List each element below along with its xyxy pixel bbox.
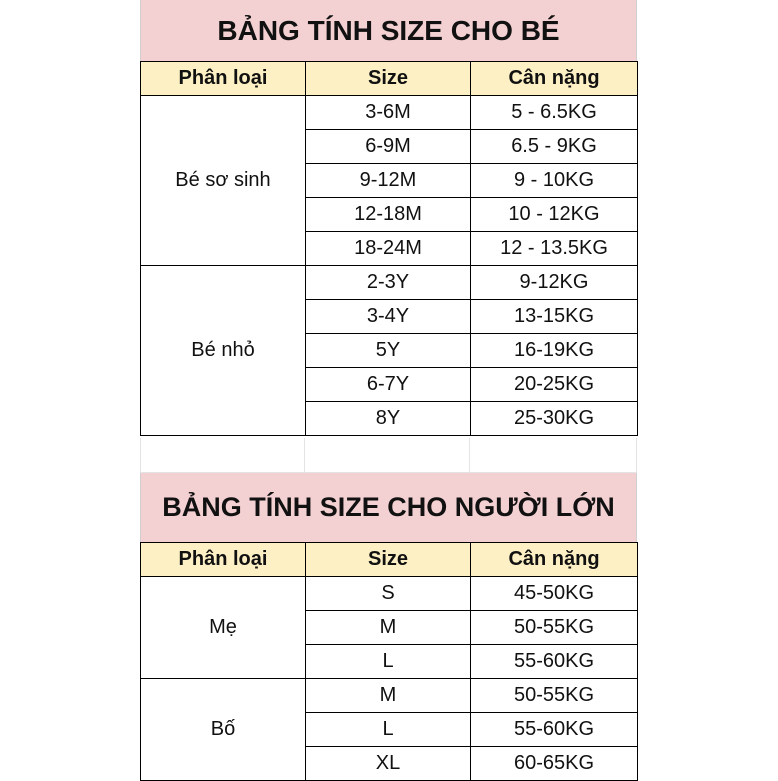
- weight-cell: 55-60KG: [471, 645, 638, 679]
- empty-cell: [305, 438, 470, 473]
- adults-size-title: BẢNG TÍNH SIZE CHO NGƯỜI LỚN: [140, 473, 637, 542]
- empty-cell: [470, 438, 637, 473]
- weight-cell: 16-19KG: [471, 334, 638, 368]
- weight-cell: 5 - 6.5KG: [471, 96, 638, 130]
- size-cell: 12-18M: [306, 198, 471, 232]
- weight-cell: 10 - 12KG: [471, 198, 638, 232]
- weight-cell: 50-55KG: [471, 679, 638, 713]
- table-row: [141, 266, 638, 300]
- weight-cell: 60-65KG: [471, 747, 638, 781]
- empty-cell: [140, 438, 305, 473]
- weight-cell: 55-60KG: [471, 713, 638, 747]
- size-cell: 9-12M: [306, 164, 471, 198]
- category-cell: Bé sơ sinh: [141, 96, 306, 266]
- size-cell: 2-3Y: [306, 266, 471, 300]
- header-size: Size: [306, 543, 471, 577]
- category-cell: Bố: [141, 679, 306, 781]
- weight-cell: 45-50KG: [471, 577, 638, 611]
- category-cell: Bé nhỏ: [141, 266, 306, 436]
- adults-size-table: [140, 542, 638, 781]
- kids-size-title: BẢNG TÍNH SIZE CHO BÉ: [140, 0, 637, 61]
- size-cell: XL: [306, 747, 471, 781]
- size-cell: 3-6M: [306, 96, 471, 130]
- size-cell: L: [306, 713, 471, 747]
- weight-cell: 6.5 - 9KG: [471, 130, 638, 164]
- header-size: Size: [306, 62, 471, 96]
- size-cell: M: [306, 679, 471, 713]
- size-cell: 3-4Y: [306, 300, 471, 334]
- table-row: [141, 679, 638, 713]
- weight-cell: 20-25KG: [471, 368, 638, 402]
- size-cell: 6-9M: [306, 130, 471, 164]
- weight-cell: 12 - 13.5KG: [471, 232, 638, 266]
- kids-size-table: [140, 61, 638, 436]
- weight-cell: 9 - 10KG: [471, 164, 638, 198]
- table-row: [141, 96, 638, 130]
- size-cell: 8Y: [306, 402, 471, 436]
- weight-cell: 13-15KG: [471, 300, 638, 334]
- weight-cell: 9-12KG: [471, 266, 638, 300]
- size-cell: M: [306, 611, 471, 645]
- header-weight: Cân nặng: [471, 543, 638, 577]
- table-row: [141, 577, 638, 611]
- size-cell: S: [306, 577, 471, 611]
- weight-cell: 50-55KG: [471, 611, 638, 645]
- empty-spreadsheet-row: [140, 438, 637, 473]
- size-cell: 6-7Y: [306, 368, 471, 402]
- category-cell: Mẹ: [141, 577, 306, 679]
- size-cell: L: [306, 645, 471, 679]
- header-weight: Cân nặng: [471, 62, 638, 96]
- size-cell: 18-24M: [306, 232, 471, 266]
- weight-cell: 25-30KG: [471, 402, 638, 436]
- header-category: Phân loại: [141, 62, 306, 96]
- size-cell: 5Y: [306, 334, 471, 368]
- header-category: Phân loại: [141, 543, 306, 577]
